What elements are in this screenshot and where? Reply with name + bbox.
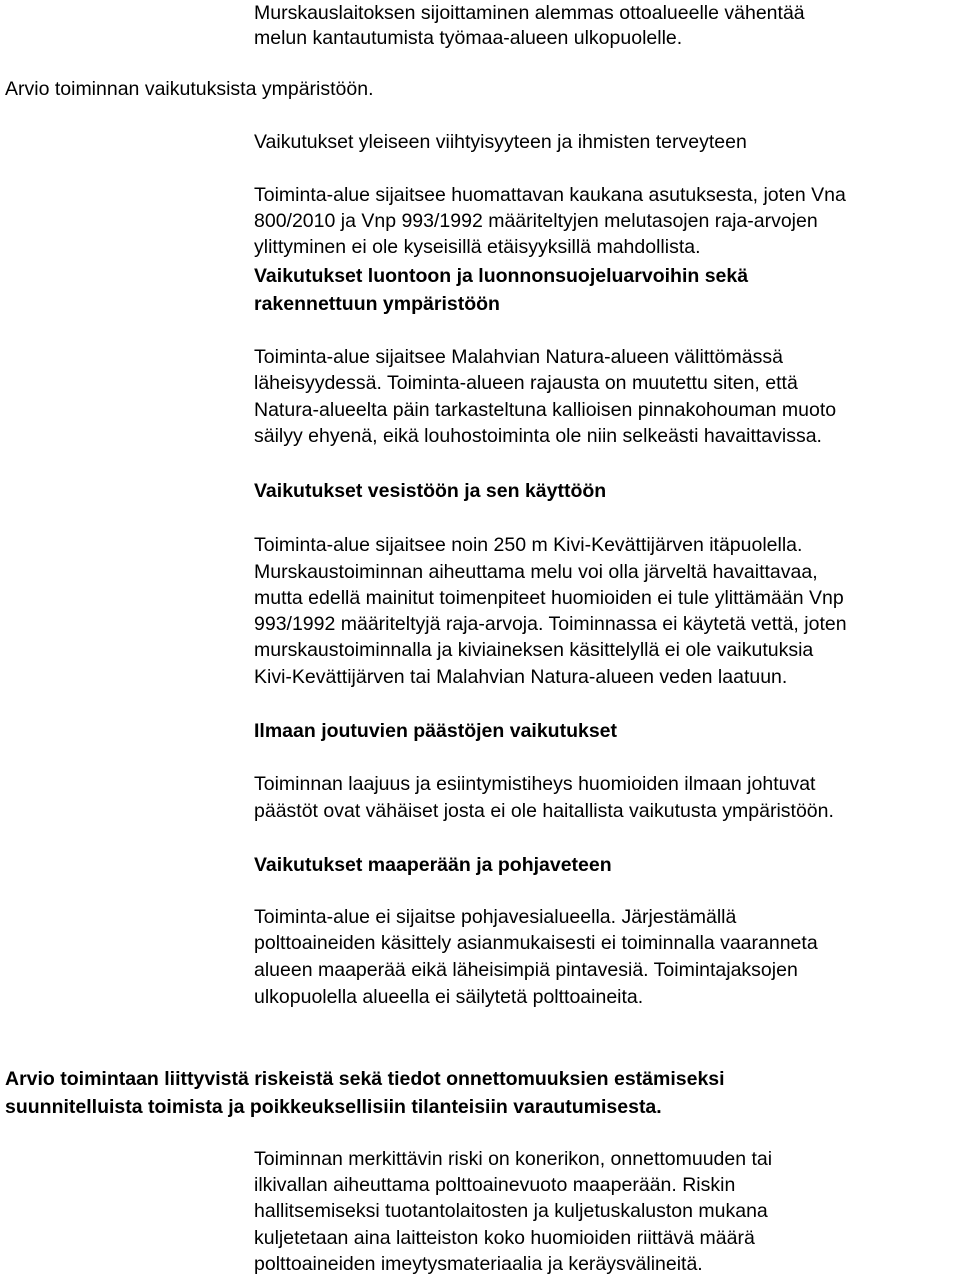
body-line: murskaustoiminnalla ja kiviaineksen käsittelyllä ei ole vaikutuksia bbox=[254, 639, 814, 661]
body-line: Murskaustoiminnan aiheuttama melu voi olla järveltä havaittavaa, bbox=[254, 561, 818, 583]
body-line: läheisyydessä. Toiminta-alueen rajausta on muutettu siten, että bbox=[254, 372, 798, 394]
subsection-heading: Vaikutukset luontoon ja luonnonsuojeluarvoihin sekä bbox=[254, 265, 749, 287]
body-line: Toiminta-alue ei sijaitse pohjavesialueella. Järjestämällä bbox=[254, 906, 737, 928]
intro-line: Murskauslaitoksen sijoittaminen alemmas ottoalueelle vähentää bbox=[254, 2, 805, 24]
body-line: Toiminta-alue sijaitsee Malahvian Natura-alueen välittömässä bbox=[254, 346, 783, 368]
body-line: päästöt ovat vähäiset josta ei ole haitallista vaikutusta ympäristöön. bbox=[254, 800, 834, 822]
body-line: mutta edellä mainitut toimenpiteet huomioiden ei tule ylittämään Vnp bbox=[254, 587, 844, 609]
subsection-heading: Vaikutukset yleiseen viihtyisyyteen ja ihmisten terveyteen bbox=[254, 131, 747, 153]
subsection-heading: Vaikutukset maaperään ja pohjaveteen bbox=[254, 854, 612, 876]
body-line: Toiminnan merkittävin riski on konerikon, onnettomuuden tai bbox=[254, 1148, 773, 1170]
subsection-heading: Vaikutukset vesistöön ja sen käyttöön bbox=[254, 480, 607, 502]
body-line: 993/1992 määriteltyjä raja-arvoja. Toiminnassa ei käytetä vettä, joten bbox=[254, 613, 847, 635]
body-line: kuljetetaan aina laitteiston koko huomioiden riittävä määrä bbox=[254, 1227, 755, 1249]
intro-line: melun kantautumista työmaa-alueen ulkopuolelle. bbox=[254, 27, 683, 49]
body-line: säilyy ehyenä, eikä louhostoiminta ole niin selkeästi havaittavissa. bbox=[254, 425, 822, 447]
body-line: Toiminta-alue sijaitsee huomattavan kaukana asutuksesta, joten Vna bbox=[254, 184, 846, 206]
body-line: Toiminnan laajuus ja esiintymistiheys huomioiden ilmaan johtuvat bbox=[254, 773, 816, 795]
subsection-heading: Ilmaan joutuvien päästöjen vaikutukset bbox=[254, 720, 618, 742]
risk-heading: suunnitelluista toimista ja poikkeuksellisiin tilanteisiin varautumisesta. bbox=[5, 1096, 662, 1118]
body-line: alueen maaperää eikä läheisimpiä pintavesiä. Toimintajaksojen bbox=[254, 959, 798, 981]
risk-heading: Arvio toimintaan liittyvistä riskeistä sekä tiedot onnettomuuksien estämiseksi bbox=[5, 1068, 725, 1090]
body-line: 800/2010 ja Vnp 993/1992 määriteltyjen melutasojen raja-arvojen bbox=[254, 210, 818, 232]
body-line: hallitsemiseksi tuotantolaitosten ja kuljetuskaluston mukana bbox=[254, 1200, 768, 1222]
body-line: polttoaineiden imeytysmateriaalia ja keräysvälineitä. bbox=[254, 1253, 703, 1275]
body-line: ilkivallan aiheuttama polttoainevuoto maaperään. Riskin bbox=[254, 1174, 736, 1196]
subsection-heading: rakennettuun ympäristöön bbox=[254, 293, 500, 315]
body-line: Toiminta-alue sijaitsee noin 250 m Kivi-Kevättijärven itäpuolella. bbox=[254, 534, 803, 556]
body-line: polttoaineiden käsittely asianmukaisesti ei toiminnalla vaaranneta bbox=[254, 932, 818, 954]
body-line: ulkopuolella alueella ei säilytetä polttoaineita. bbox=[254, 986, 644, 1008]
body-line: ylittyminen ei ole kyseisillä etäisyyksillä mahdollista. bbox=[254, 236, 701, 258]
body-line: Natura-alueelta päin tarkasteltuna kallioisen pinnakohouman muoto bbox=[254, 399, 837, 421]
body-line: Kivi-Kevättijärven tai Malahvian Natura-alueen veden laatuun. bbox=[254, 666, 788, 688]
section-heading: Arvio toiminnan vaikutuksista ympäristöön. bbox=[5, 78, 374, 100]
